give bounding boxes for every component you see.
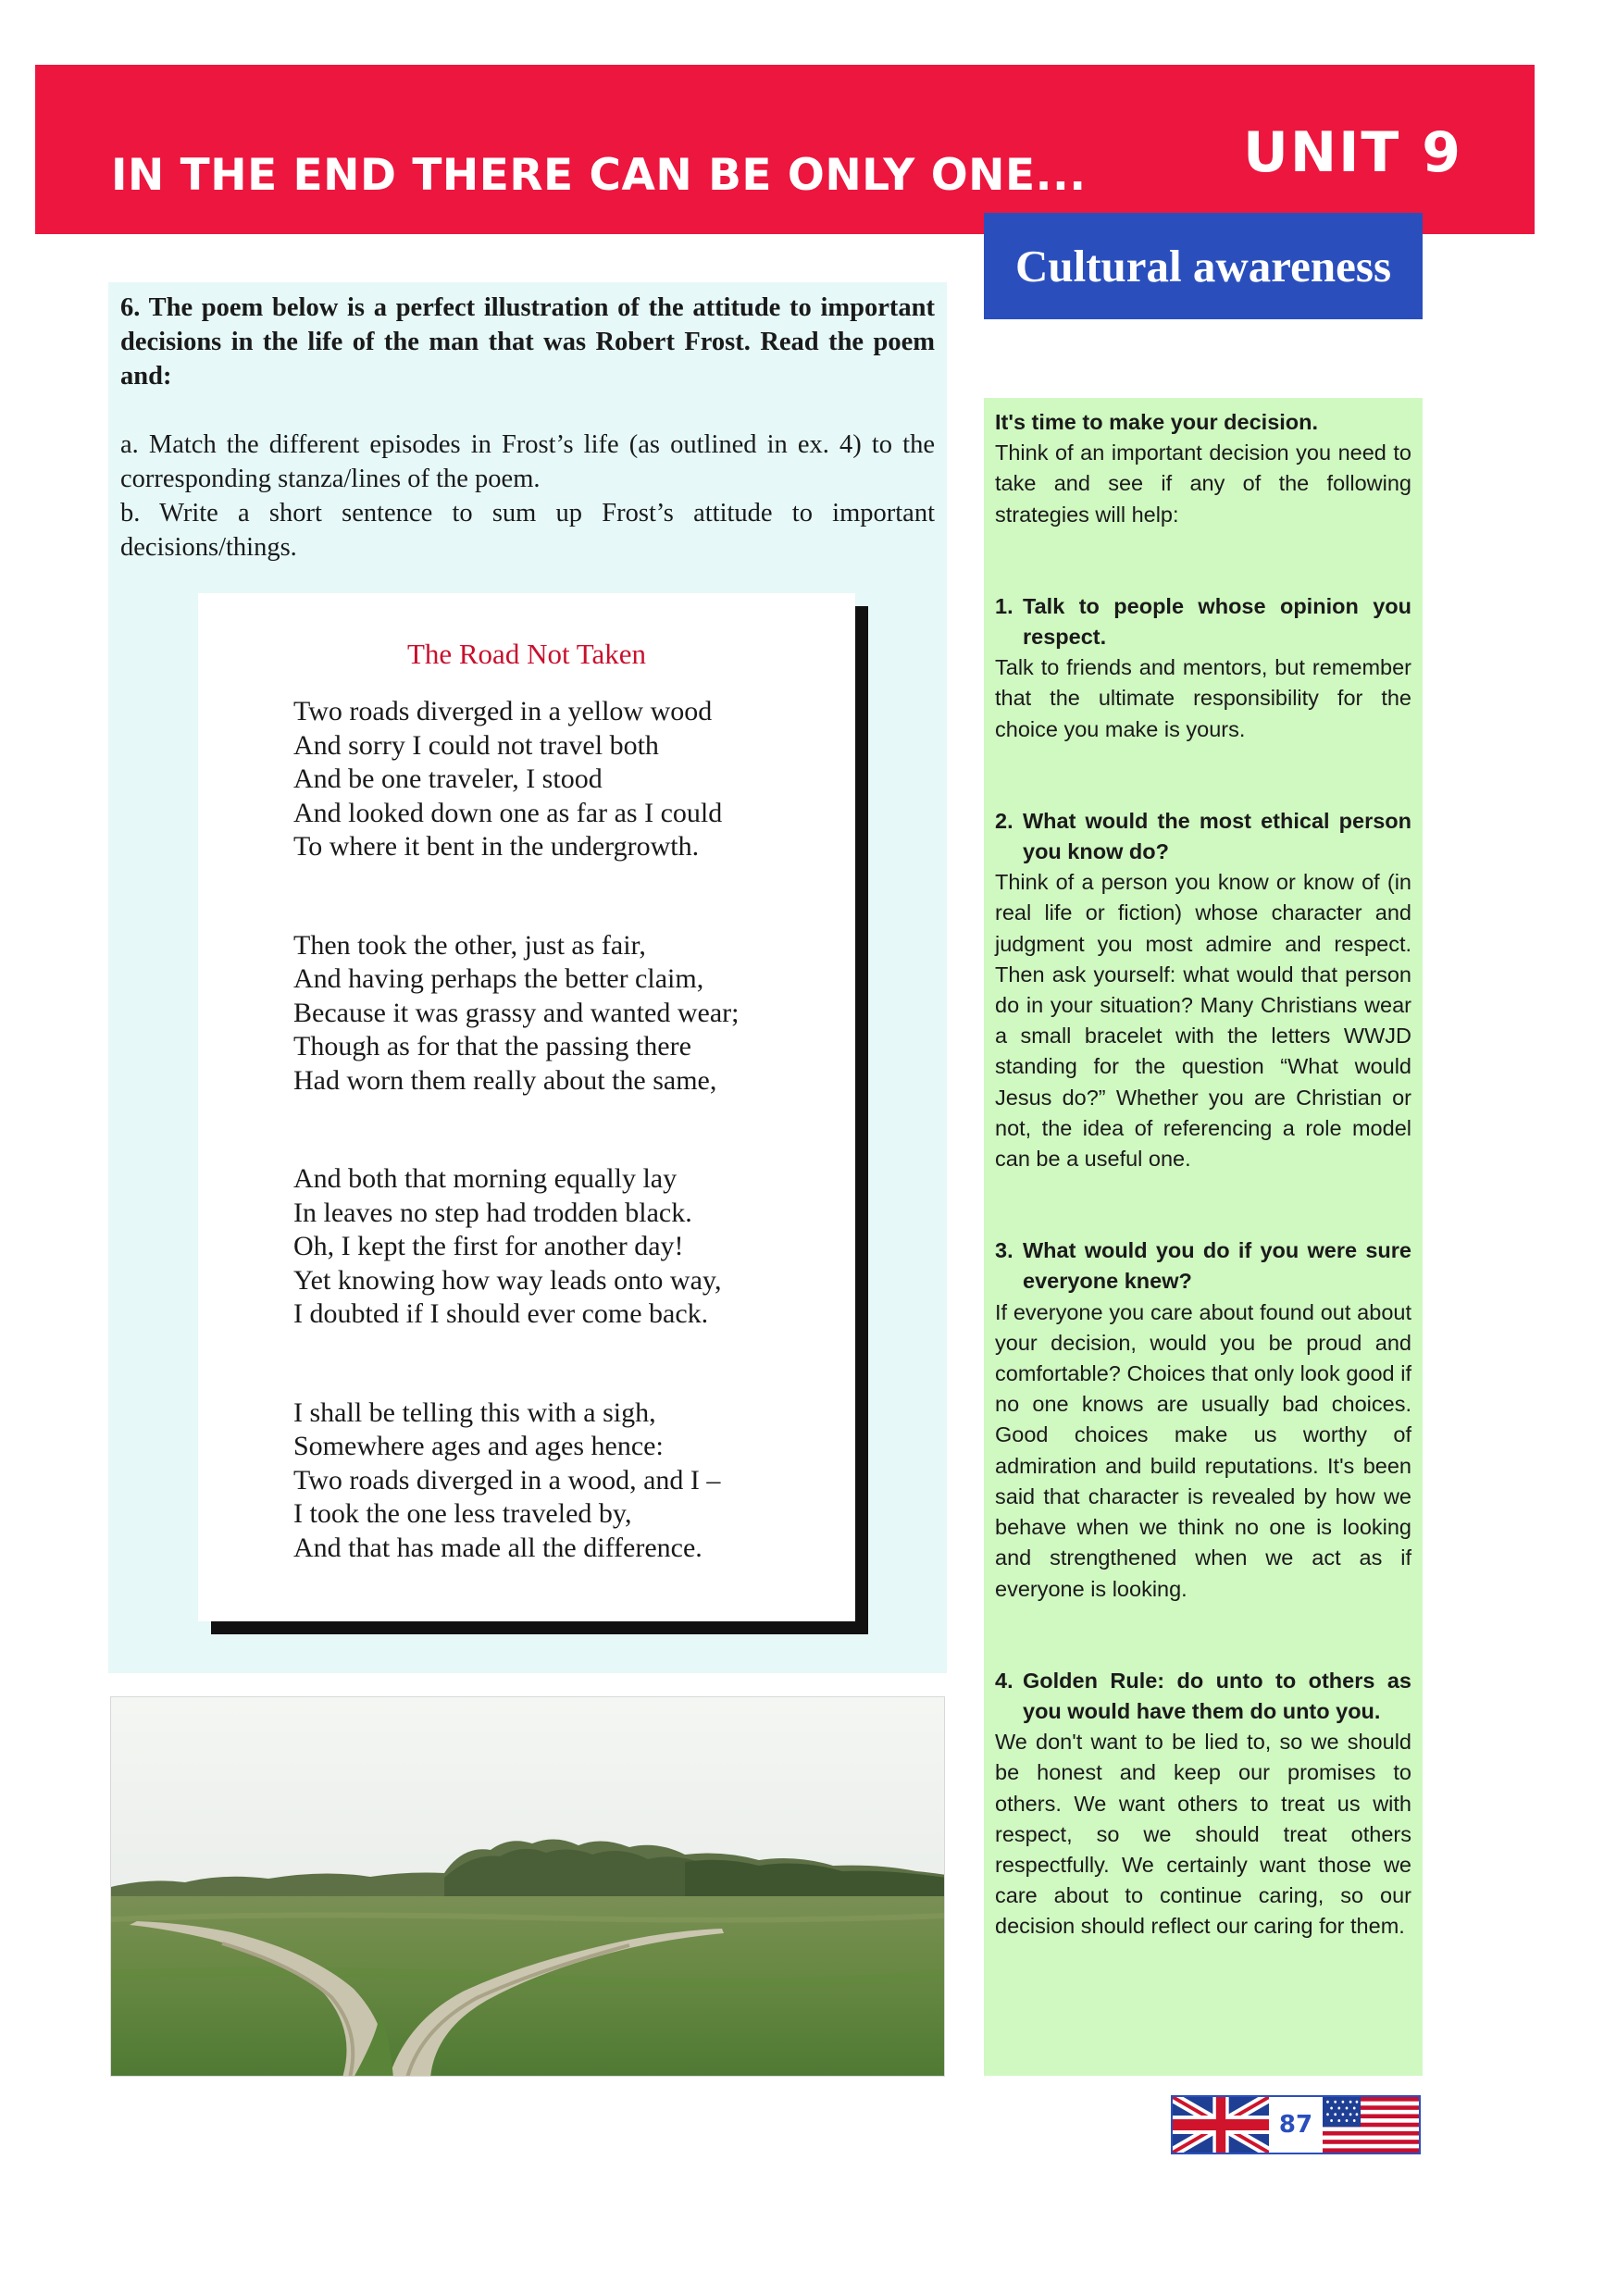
unit-label: UNIT 9 [1243, 120, 1462, 185]
poem-line: Had worn them really about the same, [293, 1064, 717, 1096]
page-number: 87 [1278, 2111, 1313, 2139]
poem-line: And sorry I could not travel both [293, 729, 659, 761]
strategy-item [995, 1666, 1411, 1942]
page-number-badge [1171, 2095, 1421, 2154]
strategy-number: 1. [995, 593, 1013, 618]
header-banner [35, 65, 1535, 234]
strategies-intro: Think of an important decision you need to take and see if any of the following strategies will help: [995, 441, 1411, 527]
strategy-number: 3. [995, 1238, 1013, 1263]
strategy-number: 2. [995, 808, 1013, 833]
strategy-body: Think of a person you know or know of (in real life or fiction) whose character and judgment you most admire and respect. Then ask yourself: what would that person do in your situation? Many Christians wear a small bracelet with the letters WWJD standing for the question “What would Jesus do?” Whether you are Christian or not, the idea of referencing a role model can be a useful one. [995, 870, 1411, 1172]
exercise-panel [108, 282, 947, 1673]
poem-body [293, 695, 740, 1565]
strategy-item [995, 591, 1411, 745]
strategy-title: Golden Rule: do unto to others as you would have them do unto you. [1023, 1668, 1411, 1723]
diverging-roads-photo [110, 1696, 945, 2077]
strategy-title: What would you do if you were sure everyone knew? [1023, 1238, 1411, 1294]
poem-line: I took the one less traveled by, [293, 1498, 632, 1529]
poem-line: And both that morning equally lay [293, 1163, 678, 1194]
poem-line: Then took the other, just as fair, [293, 929, 646, 961]
strategy-item [995, 806, 1411, 1174]
poem-line: Yet knowing how way leads onto way, [293, 1264, 722, 1296]
strategy-body: Talk to friends and mentors, but remember that the ultimate responsibility for the choice you make is yours. [995, 655, 1411, 741]
poem-line: In leaves no step had trodden black. [293, 1197, 692, 1228]
exercise-item-b: b. Write a short sentence to sum up Frost’s attitude to important decisions/things. [120, 499, 935, 562]
poem-stanza-4 [293, 1396, 740, 1566]
poem-line: Two roads diverged in a yellow wood [293, 696, 713, 726]
exercise-heading: 6. The poem below is a perfect illustration of the attitude to important decisions in the life of the man that was Robert Frost. Read the poem and: [120, 293, 935, 391]
poem-line: And that has made all the difference. [293, 1532, 703, 1563]
poem-line: And be one traveler, I stood [293, 763, 603, 794]
strategy-item [995, 1235, 1411, 1604]
poem-line: I doubted if I should ever come back. [293, 1298, 709, 1329]
page-title: IN THE END THERE CAN BE ONLY ONE... [111, 150, 1087, 201]
strategy-body: If everyone you care about found out about your decision, would you be proud and comfortable? Choices that only look good if no one knows are usually bad choices. Good choices make us worthy of admiration and build reputations. It's been said that character is revealed by how we behave when we think no one is looking and strengthened when we act as if everyone is looking. [995, 1299, 1411, 1601]
strategies-content [995, 407, 1411, 1942]
uk-flag-icon [1173, 2097, 1269, 2153]
section-tab: Cultural awareness [984, 213, 1423, 319]
poem-line: Two roads diverged in a wood, and I – [293, 1464, 721, 1496]
poem-line: Oh, I kept the first for another day! [293, 1231, 684, 1261]
strategy-title: Talk to people whose opinion you respect. [1023, 593, 1411, 650]
poem-line: And having perhaps the better claim, [293, 963, 704, 994]
poem-title: The Road Not Taken [406, 638, 647, 670]
strategy-title: What would the most ethical person you know do? [1023, 808, 1411, 864]
poem-line: Though as for that the passing there [293, 1031, 691, 1061]
poem-line: Because it was grassy and wanted wear; [293, 997, 740, 1028]
strategies-panel [984, 398, 1423, 2076]
strategy-body: We don't want to be lied to, so we should be honest and keep our promises to others. We want others to treat us with respect, so we should treat others respectfully. We certainly want those we care about to continue caring, so our decision should reflect our caring for them. [995, 1730, 1411, 1939]
poem-line: And looked down one as far as I could [293, 797, 723, 828]
poem-line: To where it bent in the undergrowth. [293, 831, 700, 862]
us-flag-icon [1323, 2097, 1419, 2153]
exercise-item-a: a. Match the different episodes in Frost’s life (as outlined in ex. 4) to the corresponding stanza/lines of the poem. [120, 430, 935, 493]
poem-stanza-2 [293, 929, 740, 1098]
exercise-instructions [120, 291, 935, 565]
poem-stanza-1 [293, 695, 740, 864]
poem-stanza-3 [293, 1162, 740, 1332]
strategies-heading: It's time to make your decision. [995, 410, 1319, 434]
poem-line: Somewhere ages and ages hence: [293, 1431, 664, 1461]
strategy-number: 4. [995, 1668, 1013, 1693]
poem-line: I shall be telling this with a sigh, [293, 1396, 656, 1428]
poem-card [198, 593, 855, 1621]
